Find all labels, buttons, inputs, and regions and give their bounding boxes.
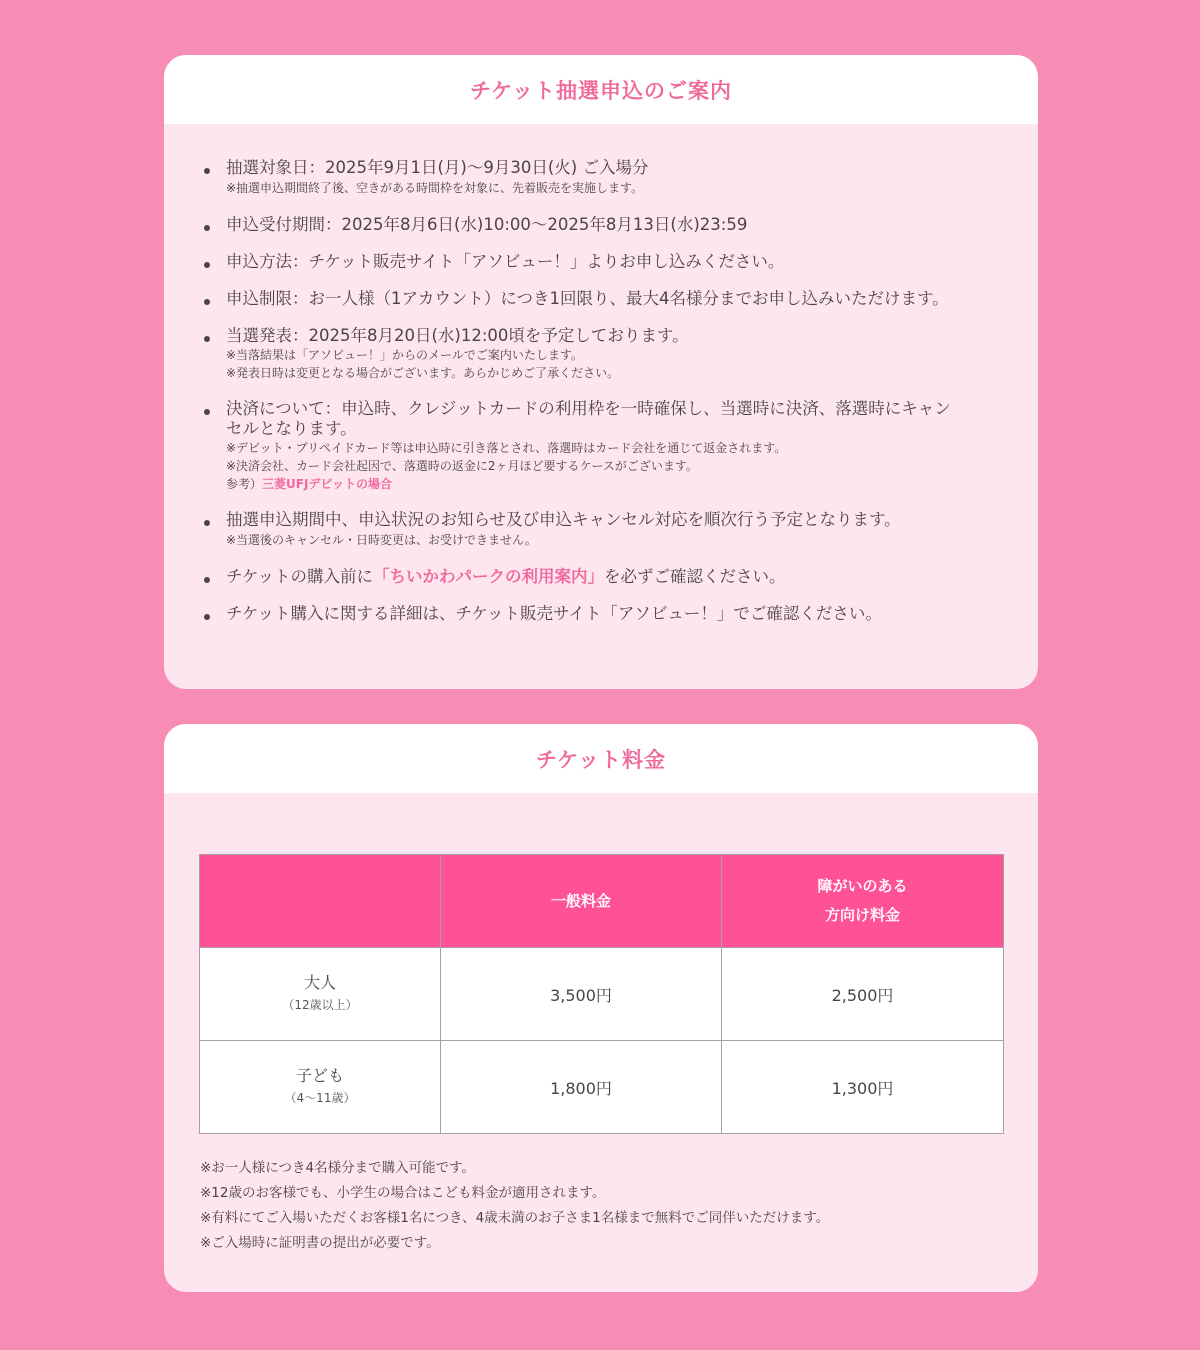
list-item: [204, 289, 1008, 309]
list-item: [204, 604, 1008, 624]
list-item: [204, 158, 1008, 198]
note: ※決済会社、カード会社起因で、落選時の返金に2ヶ月ほど要するケースがございます。: [226, 459, 698, 473]
pricing-note: ※12歳のお客様でも、小学生の場合はこども料金が適用されます。: [200, 1185, 606, 1201]
lottery-info-list: [164, 124, 1038, 624]
reference-prefix: 参考）: [226, 477, 263, 491]
row-age-range: （12歳以上）: [282, 998, 358, 1012]
purchase-details: チケット購入に関する詳細は、チケット販売サイト「アソビュー！」でご確認ください。: [226, 604, 882, 623]
pricing-title: チケット料金: [164, 724, 1038, 793]
row-label: 子ども: [295, 1066, 344, 1085]
lottery-info-card: [164, 55, 1038, 689]
application-method: 申込方法：チケット販売サイト「アソビュー！」よりお申し込みください。: [226, 252, 785, 271]
winner-announcement: 当選発表：2025年8月20日(水)12:00頃を予定しております。: [226, 326, 689, 345]
table-header-row: [200, 855, 1004, 948]
cancellation-info: 抽選申込期間中、申込状況のお知らせ及び申込キャンセル対応を順次行う予定となります。: [226, 510, 901, 529]
mufg-debit-link[interactable]: 三菱UFJデビットの場合: [262, 477, 392, 491]
notice-suffix: を必ずご確認ください。: [604, 567, 786, 586]
disabled-price-header: [722, 855, 1004, 948]
header-line: 方向け料金: [824, 906, 900, 924]
pricing-note: ※お一人様につき4名様分まで購入可能です。: [200, 1160, 476, 1176]
bullet-icon: [204, 225, 210, 231]
park-guide-notice: [226, 567, 1008, 587]
price-table: [199, 854, 1004, 1134]
list-item: [204, 215, 1008, 235]
bullet-icon: [204, 409, 210, 415]
table-corner-cell: [200, 855, 441, 948]
pricing-note: ※ご入場時に証明書の提出が必要です。: [200, 1235, 440, 1251]
payment-info-line1: 決済について：申込時、クレジットカードの利用枠を一時確保し、当選時に決済、落選時にキャン: [226, 399, 951, 418]
note: ※デビット・プリペイドカード等は申込時に引き落とされ、落選時はカード会社を通じて返金されます。: [226, 441, 787, 455]
disabled-price: 1,300円: [722, 1041, 1004, 1134]
pricing-note: ※有料にてご入場いただくお客様1名につき、4歳未満のお子さま1名様まで無料でご同伴いただけます。: [200, 1210, 830, 1226]
pricing-card: [164, 724, 1038, 1292]
general-price-header: 一般料金: [441, 855, 722, 948]
list-item: [204, 510, 1008, 550]
row-label-cell: [200, 948, 441, 1041]
lottery-info-title: チケット抽選申込のご案内: [164, 55, 1038, 124]
note: ※発表日時は変更となる場合がございます。あらかじめご了承ください。: [226, 366, 620, 380]
lottery-target-date: 抽選対象日：2025年9月1日(月)〜9月30日(火) ご入場分: [226, 158, 649, 177]
general-price: 3,500円: [441, 948, 722, 1041]
row-label: 大人: [303, 973, 336, 992]
header-line: 障がいのある: [817, 877, 908, 895]
list-item: [204, 567, 1008, 587]
list-item: [204, 399, 1008, 493]
table-row: [200, 948, 1004, 1041]
bullet-icon: [204, 520, 210, 526]
disabled-price: 2,500円: [722, 948, 1004, 1041]
table-row: [200, 1041, 1004, 1134]
notice-prefix: チケットの購入前に: [226, 567, 374, 586]
note: ※抽選申込期間終了後、空きがある時間枠を対象に、先着販売を実施します。: [226, 181, 644, 195]
reference-note: [226, 475, 1008, 493]
payment-info-line2: セルとなります。: [226, 419, 357, 438]
bullet-icon: [204, 262, 210, 268]
application-period: 申込受付期間：2025年8月6日(水)10:00〜2025年8月13日(水)23:59: [226, 215, 748, 234]
bullet-icon: [204, 614, 210, 620]
row-age-range: （4〜11歳）: [284, 1091, 356, 1105]
note: ※当選後のキャンセル・日時変更は、お受けできません。: [226, 533, 537, 547]
bullet-icon: [204, 299, 210, 305]
park-guide-link[interactable]: 「ちいかわパークの利用案内」: [373, 567, 605, 586]
general-price: 1,800円: [441, 1041, 722, 1134]
bullet-icon: [204, 577, 210, 583]
application-limit: 申込制限：お一人様（1アカウント）につき1回限り、最大4名様分までお申し込みいただけます。: [226, 289, 949, 308]
list-item: [204, 326, 1008, 382]
list-item: [204, 252, 1008, 272]
note: ※当落結果は「アソビュー！」からのメールでご案内いたします。: [226, 348, 583, 362]
pricing-notes: [200, 1156, 829, 1256]
bullet-icon: [204, 168, 210, 174]
row-label-cell: [200, 1041, 441, 1134]
bullet-icon: [204, 336, 210, 342]
